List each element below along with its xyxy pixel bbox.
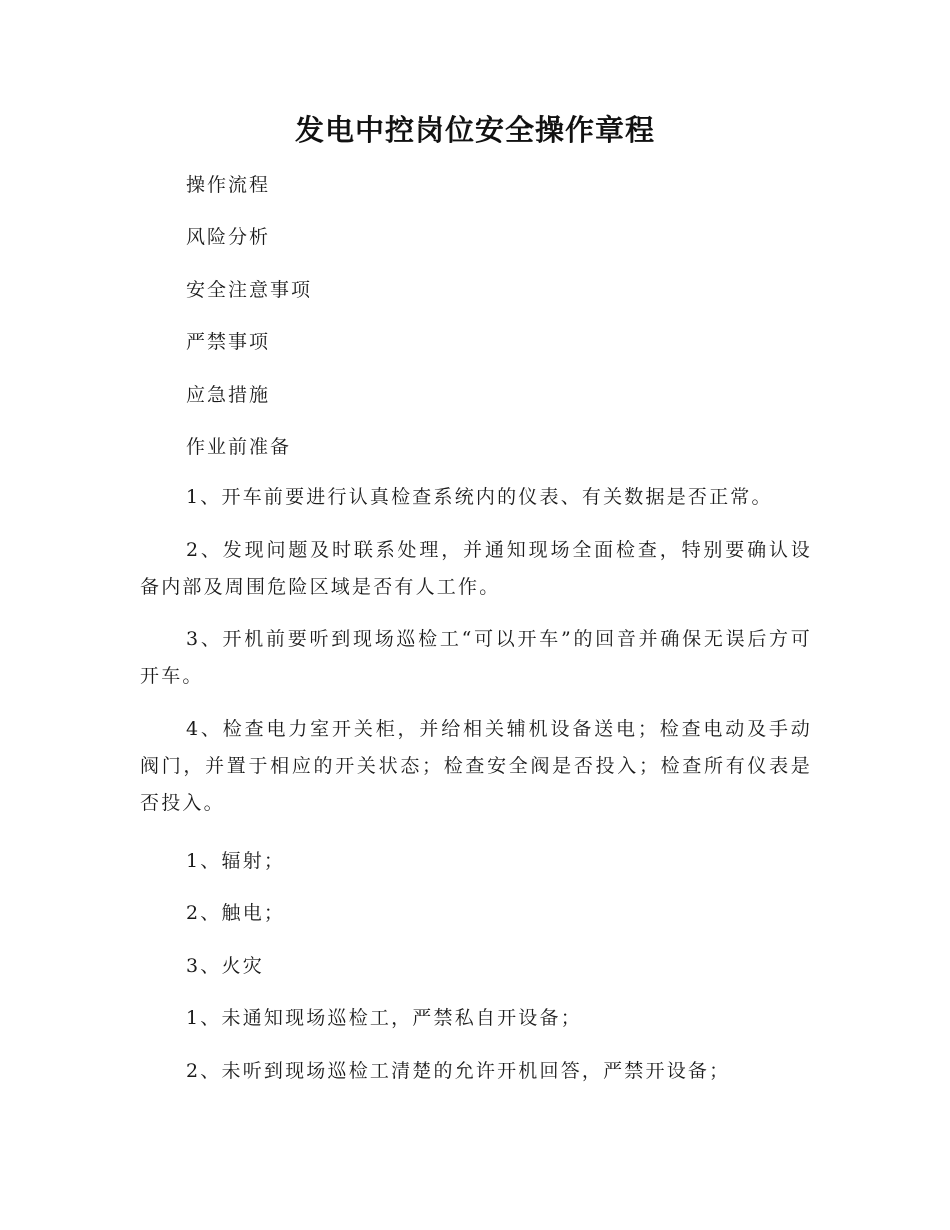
prohibited-item-2: 2、未听到现场巡检工清楚的允许开机回答，严禁开设备； — [186, 1060, 731, 1082]
section-heading-preparation: 作业前准备 — [186, 436, 292, 458]
preparation-item-4: 4、检查电力室开关柜，并给相关辅机设备送电；检查电动及手动阀门，并置于相应的开关状态；检查安全阀是否投入；检查所有仪表是否投入。 — [140, 718, 812, 814]
section-heading-operation-flow: 操作流程 — [186, 174, 271, 196]
preparation-item-2: 2、发现问题及时联系处理，并通知现场全面检查，特别要确认设备内部及周围危险区域是否有人工作。 — [140, 539, 812, 598]
risk-item-electric-shock: 2、触电； — [186, 902, 286, 924]
risk-item-fire: 3、火灾 — [186, 955, 264, 977]
section-heading-prohibited: 严禁事项 — [186, 331, 271, 353]
section-heading-risk-analysis: 风险分析 — [186, 226, 271, 248]
risk-item-radiation: 1、辐射； — [186, 850, 286, 872]
document-title: 发电中控岗位安全操作章程 — [294, 113, 655, 147]
section-heading-safety-notes: 安全注意事项 — [186, 279, 313, 301]
prohibited-item-1: 1、未通知现场巡检工，严禁私自开设备； — [186, 1007, 582, 1029]
section-heading-emergency: 应急措施 — [186, 384, 271, 406]
preparation-item-1: 1、开车前要进行认真检查系统内的仪表、有关数据是否正常。 — [186, 486, 773, 508]
preparation-item-3: 3、开机前要听到现场巡检工“可以开车”的回音并确保无误后方可开车。 — [140, 628, 812, 687]
